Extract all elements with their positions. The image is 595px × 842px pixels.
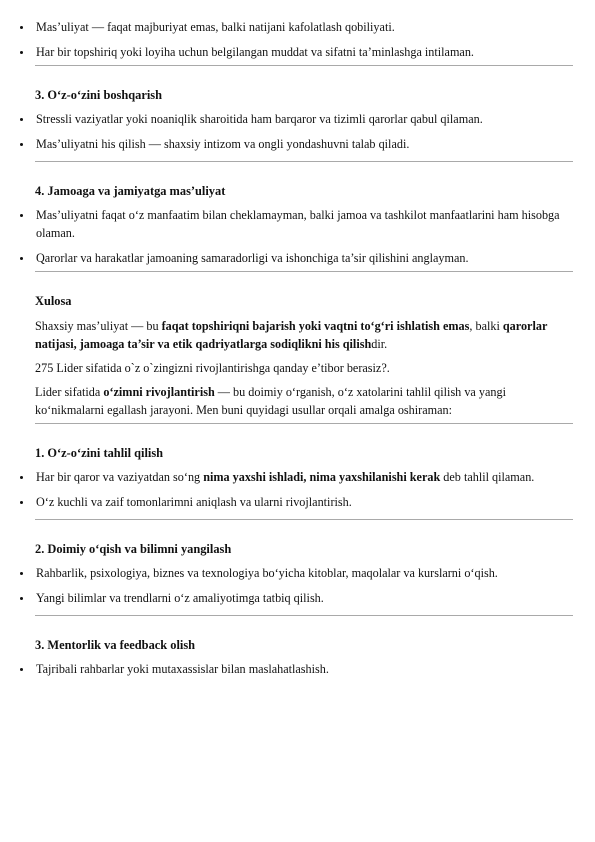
list-item: Mas’uliyat — faqat majburiyat emas, balki natijani kafolatlash qobiliyati. xyxy=(0,18,595,36)
bullet-icon xyxy=(20,26,23,29)
list-item: Yangi bilimlar va trendlarni o‘z amaliyotimga tatbiq qilish. xyxy=(0,589,595,607)
bullet-list-responsibility xyxy=(0,18,595,61)
section-heading: 3. Mentorlik va feedback olish xyxy=(35,638,196,652)
bullet-icon xyxy=(20,214,23,217)
intro-paragraph: Lider sifatida o‘zimni rivojlantirish — bu doimiy o‘rganish, o‘z xatolarini tahlil qilish va yangi ko‘nikmalarni egallash jarayoni. Men buni quyidagi usullar orqali amalga oshiraman: xyxy=(35,385,506,417)
bullet-list-team-responsibility xyxy=(0,206,595,267)
bullet-icon xyxy=(20,476,23,479)
bullet-icon xyxy=(20,572,23,575)
section-heading: 4. Jamoaga va jamiyatga mas’uliyat xyxy=(35,184,226,198)
bullet-list-learning xyxy=(0,564,595,607)
conclusion-paragraph: Shaxsiy mas’uliyat — bu faqat topshiriqni bajarish yoki vaqtni to‘g‘ri ishlatish emas, balki qarorlar natijasi, jamoaga ta’sir va etik qadriyatlarga sodiqlikni his qilishdir. xyxy=(35,319,548,351)
bullet-icon xyxy=(20,51,23,54)
bullet-icon xyxy=(20,501,23,504)
bullet-list-self-management xyxy=(0,110,595,153)
section-heading: 1. O‘z-o‘zini tahlil qilish xyxy=(35,446,164,460)
bullet-icon xyxy=(20,143,23,146)
bullet-list-self-analysis xyxy=(0,468,595,511)
bullet-icon xyxy=(20,257,23,260)
list-item: Mas’uliyatni his qilish — shaxsiy intizom va ongli yondashuvni talab qiladi. xyxy=(0,135,595,153)
list-item: O‘z kuchli va zaif tomonlarimni aniqlash va ularni rivojlantirish. xyxy=(0,493,595,511)
bullet-icon xyxy=(20,597,23,600)
question-text: 275 Lider sifatida o`z o`zingizni rivojlantirishga qanday e’tibor berasiz?. xyxy=(35,361,390,375)
list-item: Rahbarlik, psixologiya, biznes va texnologiya bo‘yicha kitoblar, maqolalar va kurslarni o‘qish. xyxy=(0,564,595,582)
list-item: Har bir qaror va vaziyatdan so‘ng nima yaxshi ishladi, nima yaxshilanishi kerak deb tahlil qilaman. xyxy=(0,468,595,486)
list-item: Stressli vaziyatlar yoki noaniqlik sharoitida ham barqaror va tizimli qarorlar qabul qilaman. xyxy=(0,110,595,128)
section-heading-xulosa: Xulosa xyxy=(35,294,72,308)
bullet-list-mentorship xyxy=(0,660,595,678)
section-heading: 2. Doimiy o‘qish va bilimni yangilash xyxy=(35,542,232,556)
bullet-icon xyxy=(20,118,23,121)
section-heading: 3. O‘z-o‘zini boshqarish xyxy=(35,88,163,102)
list-item: Har bir topshiriq yoki loyiha uchun belgilangan muddat va sifatni ta’minlashga intilaman. xyxy=(0,43,595,61)
list-item: Tajribali rahbarlar yoki mutaxassislar bilan maslahatlashish. xyxy=(0,660,595,678)
list-item: Mas’uliyatni faqat o‘z manfaatim bilan cheklamayman, balki jamoa va tashkilot manfaatlarini ham hisobga olaman. xyxy=(0,206,595,242)
bullet-icon xyxy=(20,668,23,671)
list-item: Qarorlar va harakatlar jamoaning samaradorligi va ishonchiga ta’sir qilishini anglayman. xyxy=(0,249,595,267)
